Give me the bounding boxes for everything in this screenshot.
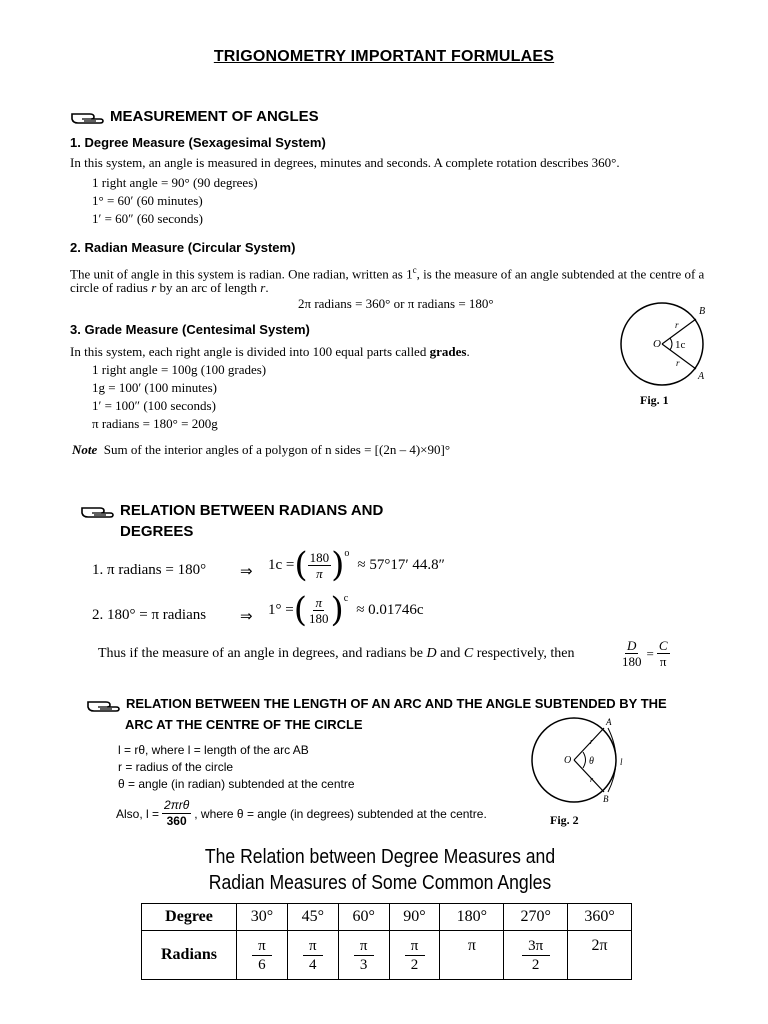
fig2-label-r: r (590, 737, 594, 746)
degree-cell: 90° (389, 904, 440, 931)
fig2-theta: θ (589, 756, 594, 767)
equation-1-rhs: 1c = ( $\frac{180}{\pi}$ ) $^o$ ≈ 57°17′ 44.8″ (268, 545, 445, 585)
fig2-label-a: A (606, 717, 612, 727)
fig2-label-b: B (603, 794, 609, 804)
section-heading-text: MEASUREMENT OF ANGLES (110, 108, 319, 125)
radian-cell: π (440, 931, 504, 980)
radian-relation: 2π radians = 360° or π radians = 180° (298, 296, 494, 311)
grade-line: 1 right angle = 100g (100 grades) (92, 362, 267, 377)
fig1-label-a: A (698, 371, 705, 382)
table-title-line: The Relation between Degree Measures and (204, 846, 556, 868)
degree-line: 1′ = 60″ (60 seconds) (92, 211, 203, 226)
table-row-degree (142, 904, 632, 931)
equation-2-rhs: 1° = ( $\frac{\pi}{180}$ ) $^c$ ≈ 0.01746c (268, 590, 424, 630)
grade-line: 1g = 100′ (100 minutes) (92, 380, 217, 395)
radian-cell: 2π (568, 931, 632, 980)
arc-degree-formula: Also, l = $\frac{\text{2πrθ}}{360}$ , where θ = angle (in degrees) subtended at the centre. (116, 798, 487, 828)
degree-cell: 270° (504, 904, 568, 931)
degree-intro: In this system, an angle is measured in degrees, minutes and seconds. A complete rotation describes 360°. (70, 155, 620, 170)
radian-cell: $\frac{\pi}{3}$ (338, 931, 389, 980)
pointing-hand-icon (80, 503, 114, 519)
figure-2-circle (528, 716, 638, 832)
grade-intro: In this system, each right angle is divided into 100 equal parts called grades. (70, 344, 470, 359)
arc-line: r = radius of the circle (118, 760, 234, 774)
radian-cell: $\frac{\pi}{6}$ (237, 931, 288, 980)
section-measurement-heading (70, 108, 319, 125)
degree-measure-heading: 1. Degree Measure (Sexagesimal System) (70, 135, 326, 150)
degree-line: 1 right angle = 90° (90 degrees) (92, 175, 258, 190)
equation-2-arrow: ⇒ (240, 609, 253, 625)
fig2-caption: Fig. 2 (550, 813, 579, 827)
table-row-radians (142, 931, 632, 980)
figure-1-circle (618, 300, 718, 410)
degrees-radians-statement: Thus if the measure of an angle in degrees, and radians be D and C respectively, then (98, 646, 575, 661)
pointing-hand-icon (70, 109, 104, 125)
polygon-note: Note Sum of the interior angles of a polygon of n sides = [(2n – 4)×90]° (72, 442, 451, 457)
arc-line: θ = angle (in radian) subtended at the centre (118, 777, 355, 791)
radian-cell: $\frac{\pi}{2}$ (389, 931, 440, 980)
degrees-radians-ratio: $\frac{D}{180}$ = $\frac{C}{\pi}$ (622, 638, 668, 669)
radian-intro: The unit of angle in this system is radian. One radian, written as 1$^c$, is the measure of an angle subtended at the centre of a (70, 265, 705, 282)
arc-definitions (118, 742, 355, 793)
radian-cell: $\frac{3\pi}{2}$ (504, 931, 568, 980)
angle-conversion-table (141, 903, 632, 980)
fig1-caption: Fig. 1 (640, 393, 669, 407)
table-title-line: Radian Measures of Some Common Angles (208, 872, 552, 894)
fig1-label-r: r (676, 358, 680, 368)
page-title: TRIGONOMETRY IMPORTANT FORMULAES (213, 48, 555, 65)
section-arc-heading-cont: ARC AT THE CENTRE OF THE CIRCLE (125, 717, 363, 732)
degree-cell: 60° (338, 904, 389, 931)
grade-measure-heading: 3. Grade Measure (Centesimal System) (70, 322, 310, 337)
row-label: Radians (142, 931, 237, 980)
section-arc-heading: RELATION BETWEEN THE LENGTH OF AN ARC AND THE ANGLE SUBTENDED BY THE (86, 696, 667, 713)
pointing-hand-icon (86, 697, 120, 713)
degree-cell: 180° (440, 904, 504, 931)
fig1-label-b: B (699, 306, 706, 317)
table-title (160, 844, 600, 896)
grade-line: π radians = 180° = 200g (92, 416, 218, 431)
equation-1-lhs: 1. π radians = 180° (92, 562, 207, 578)
row-label: Degree (142, 904, 237, 931)
radian-cell: $\frac{\pi}{4}$ (287, 931, 338, 980)
equation-1-arrow: ⇒ (240, 564, 253, 580)
fig1-angle-label: 1c (675, 339, 686, 351)
radian-measure-heading: 2. Radian Measure (Circular System) (70, 240, 296, 255)
section-relation-heading: RELATION BETWEEN RADIANS AND (80, 502, 383, 519)
fig1-label-r: r (675, 320, 679, 330)
fig1-label-o: O (653, 338, 661, 350)
degree-line: 1° = 60′ (60 minutes) (92, 193, 203, 208)
grade-line: 1′ = 100″ (100 seconds) (92, 398, 216, 413)
degree-cell: 360° (568, 904, 632, 931)
degree-cell: 45° (287, 904, 338, 931)
section-relation-heading-cont: DEGREES (120, 523, 194, 540)
fig2-label-r: r (590, 775, 594, 784)
degree-cell: 30° (237, 904, 288, 931)
fig2-label-o: O (564, 755, 572, 766)
radian-intro-cont: circle of radius r by an arc of length r. (70, 280, 269, 295)
equation-2-lhs: 2. 180° = π radians (92, 607, 207, 623)
fig2-label-l: l (620, 757, 623, 767)
arc-line: l = rθ, where l = length of the arc AB (118, 743, 309, 757)
